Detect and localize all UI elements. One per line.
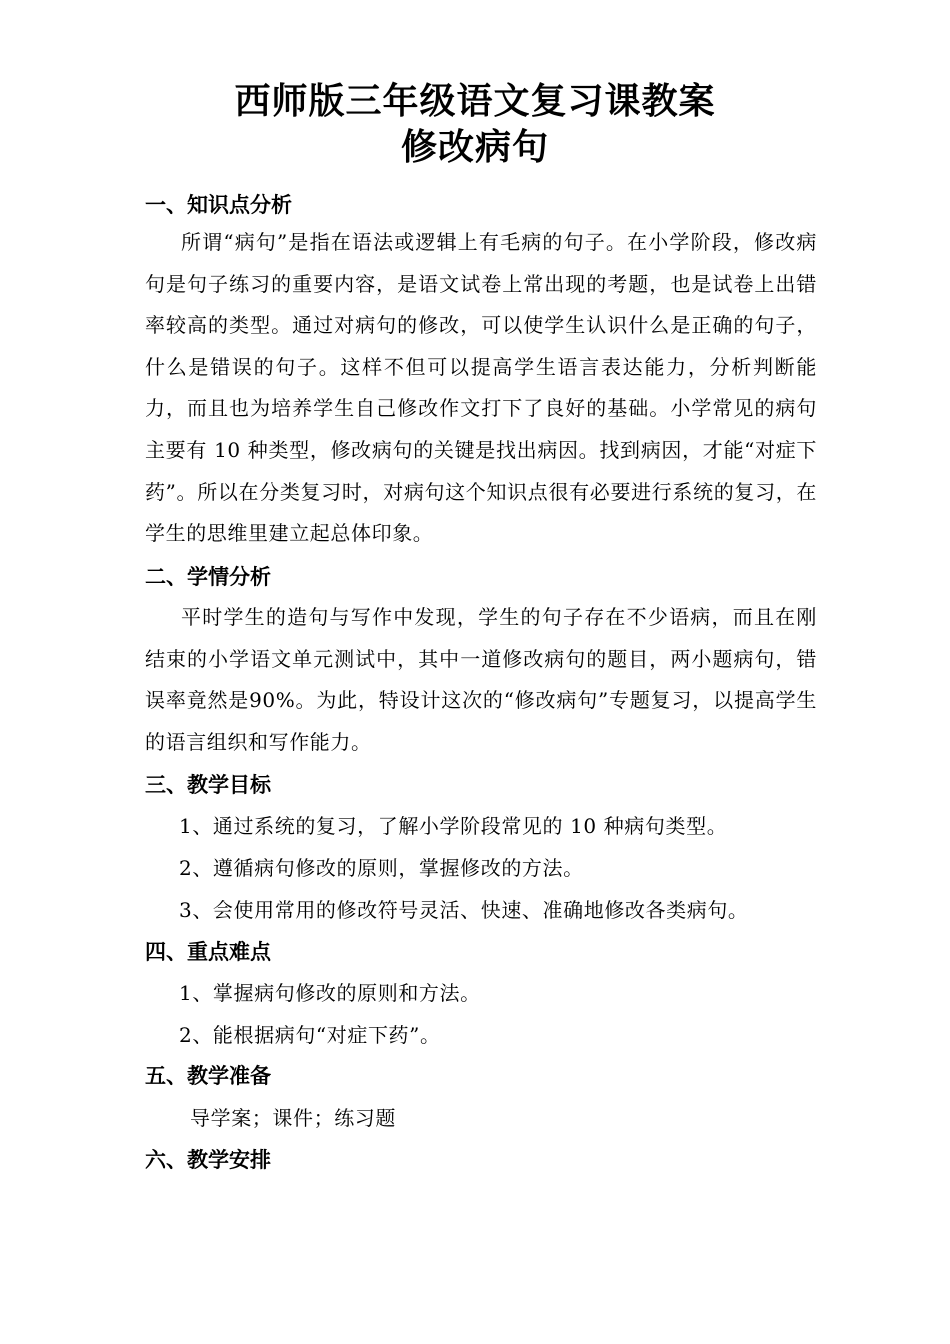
section-heading-student-analysis: 二、学情分析	[145, 565, 271, 589]
goal-item-1: 1、通过系统的复习，了解小学阶段常见的 10 种病句类型。	[179, 814, 728, 838]
section-heading-key-points: 四、重点难点	[145, 940, 271, 964]
section-heading-teaching-goals: 三、教学目标	[145, 773, 271, 797]
key-point-item-1: 1、掌握病句修改的原则和方法。	[179, 981, 481, 1005]
section-heading-knowledge-analysis: 一、知识点分析	[145, 193, 292, 217]
goal-item-2: 2、遵循病句修改的原则，掌握修改的方法。	[179, 856, 584, 880]
document-title: 西师版三年级语文复习课教案	[234, 81, 716, 122]
key-point-item-2: 2、能根据病句“对症下药”。	[179, 1023, 441, 1047]
section-heading-arrangement: 六、教学安排	[145, 1148, 271, 1172]
section-body-student-analysis: 平时学生的造句与写作中发现，学生的句子存在不少语病，而且在刚结束的小学语文单元测试中，其中一道修改病句的题目，两小题病句，错误率竟然是90%。为此，特设计这次的“修改病句”专题复习，以提高学生的语言组织和写作能力。	[145, 605, 817, 754]
goal-item-3: 3、会使用常用的修改符号灵活、快速、准确地修改各类病句。	[179, 898, 749, 922]
preparation-text: 导学案；课件；练习题	[190, 1106, 396, 1130]
section-heading-preparation: 五、教学准备	[145, 1064, 271, 1088]
section-body-knowledge-analysis: 所谓“病句”是指在语法或逻辑上有毛病的句子。在小学阶段，修改病句是句子练习的重要内容，是语文试卷上常出现的考题，也是试卷上出错率较高的类型。通过对病句的修改，可以使学生认识什么是正确的句子，什么是错误的句子。这样不但可以提高学生语言表达能力，分析判断能力，而且也为培养学生自己修改作文打下了良好的基础。小学常见的病句主要有 10 种类型，修改病句的关键是找出病因。找到病因，才能“对症下药”。所以在分类复习时，对病句这个知识点很有必要进行系统的复习，在学生的思维里建立起总体印象。	[145, 230, 817, 546]
document-subtitle: 修改病句	[400, 127, 549, 168]
